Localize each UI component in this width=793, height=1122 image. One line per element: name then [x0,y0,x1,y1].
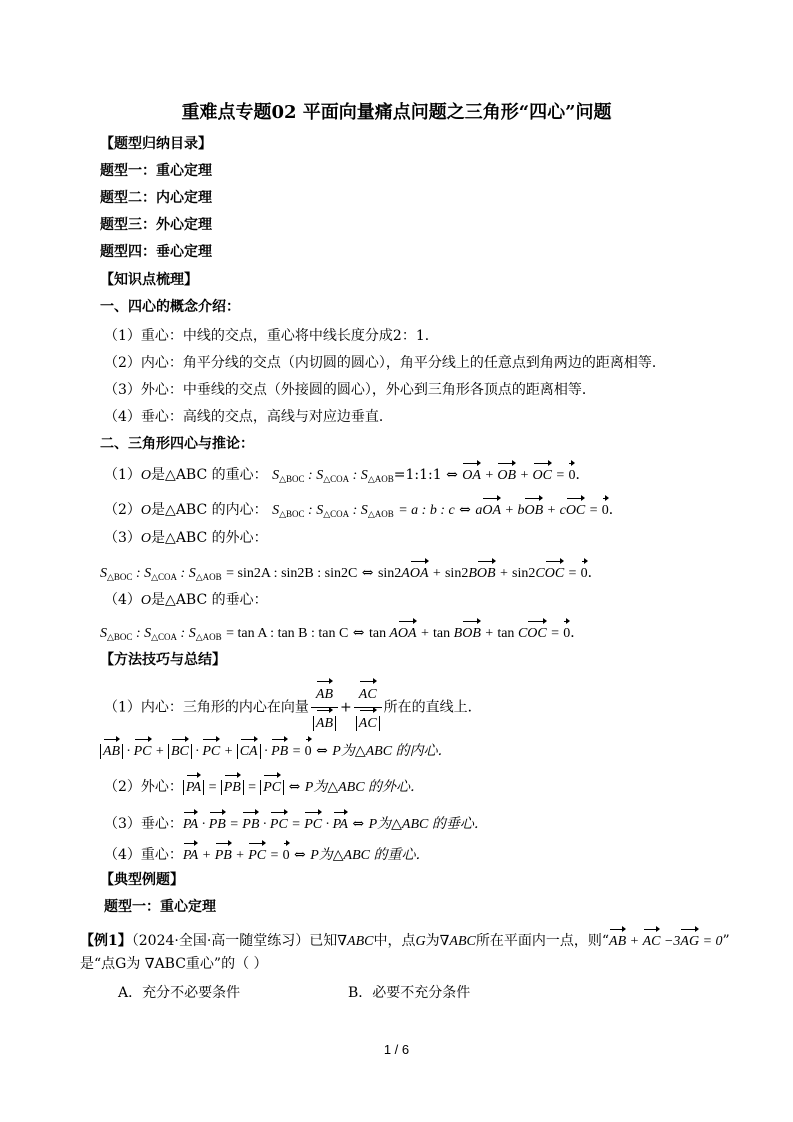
section1-item-2: （2）内心：角平分线的交点（内切圆的圆心），角平分线上的任意点到角两边的距离相等． [104,355,666,371]
toc-item-3: 题型三：外心定理 [100,217,212,233]
method-item-1-formula: AB · PC + BC · PC + CA · PB = 0 ⇔ P为△ABC 的内心． [100,738,452,762]
example1-line2: 是“点G为 ∇ABC重心”的（ ） [80,956,268,972]
section1-item-3: （3）外心：中垂线的交点（外接圆的圆心），外心到三角形各顶点的距离相等． [104,382,596,398]
section1-item-4: （4）垂心：高线的交点，高线与对应边垂直． [104,409,393,425]
page-number: 1 / 6 [383,1042,410,1057]
section1-heading: 一、四心的概念介绍： [100,299,240,315]
section2-item-4-formula: $S_{\triangle BOC}$ : $S_{\triangle COA}$ : $S_{\triangle AOB} = \tan A$ : tan B : tan C ⇔ tan AOA + tan BOB + tan COC = 0． [100,620,584,647]
toc-item-1: 题型一：重心定理 [100,163,212,179]
method-item-1: （1）内心：三角形的内心在向量 $\frac{AB}{AB}$ + $\frac{AC}{AC}$ 所在的直线上． [104,680,482,735]
example-type: 题型一：重心定理 [104,899,216,915]
section2-item-2: （2）O是△ABC 的内心： $S_{\triangle BOC}$ : $S_{\triangle COA}$ : $S_{\triangle AOB} = a$ : b : c ⇔ aOA + bOB + cOC = 0． [104,497,623,524]
section2-item-3-formula: $S_{\triangle BOC}$ : $S_{\triangle COA}$ : $S_{\triangle AOB} = \sin 2A$ : sin2B : sin2C ⇔ sin2AOA + sin2BOB + sin2COC = 0． [100,560,602,587]
method-item-3: （3）垂心：PA · PB = PB · PC = PC · PA ⇔ P为△ABC 的垂心． [104,811,488,835]
option-b[interactable]: B．必要不充分条件 [348,985,471,1001]
method-item-2: （2）外心： PA = PB = PC ⇔ P为△ABC 的外心． [104,774,424,798]
page-title: 重难点专题02 平面向量痛点问题之三角形“四心”问题 [181,102,612,123]
section1-item-1: （1）重心：中线的交点，重心将中线长度分成2：1． [104,328,439,344]
example1-line1: 【例1】（2024·全国·高一随堂练习）已知∇ABC中，点G为∇ABC所在平面内一点，则“AB + AC −3AG = 0” [80,928,730,952]
toc-item-2: 题型二：内心定理 [100,190,212,206]
option-a[interactable]: A．充分不必要条件 [118,985,241,1001]
method-item-4: （4）重心：PA + PB + PC = 0 ⇔ P为△ABC 的重心． [104,842,430,866]
section2-item-3: （3）O是△ABC 的外心： [104,530,268,546]
method-heading: 【方法技巧与总结】 [100,652,226,668]
section2-item-1: （1）O是△ABC 的重心： $S_{\triangle BOC}$ : $S_{\triangle COA}$ : $S_{\triangle AOB}=1:1:1$ ⇔ OA + OB + OC = 0． [104,462,589,489]
example-heading: 【典型例题】 [100,872,184,888]
section2-heading: 二、三角形四心与推论： [100,436,254,452]
knowledge-heading: 【知识点梳理】 [100,272,198,288]
section2-item-4: （4）O是△ABC 的垂心： [104,592,268,608]
toc-heading: 【题型归纳目录】 [100,136,212,152]
toc-item-4: 题型四：垂心定理 [100,244,212,260]
